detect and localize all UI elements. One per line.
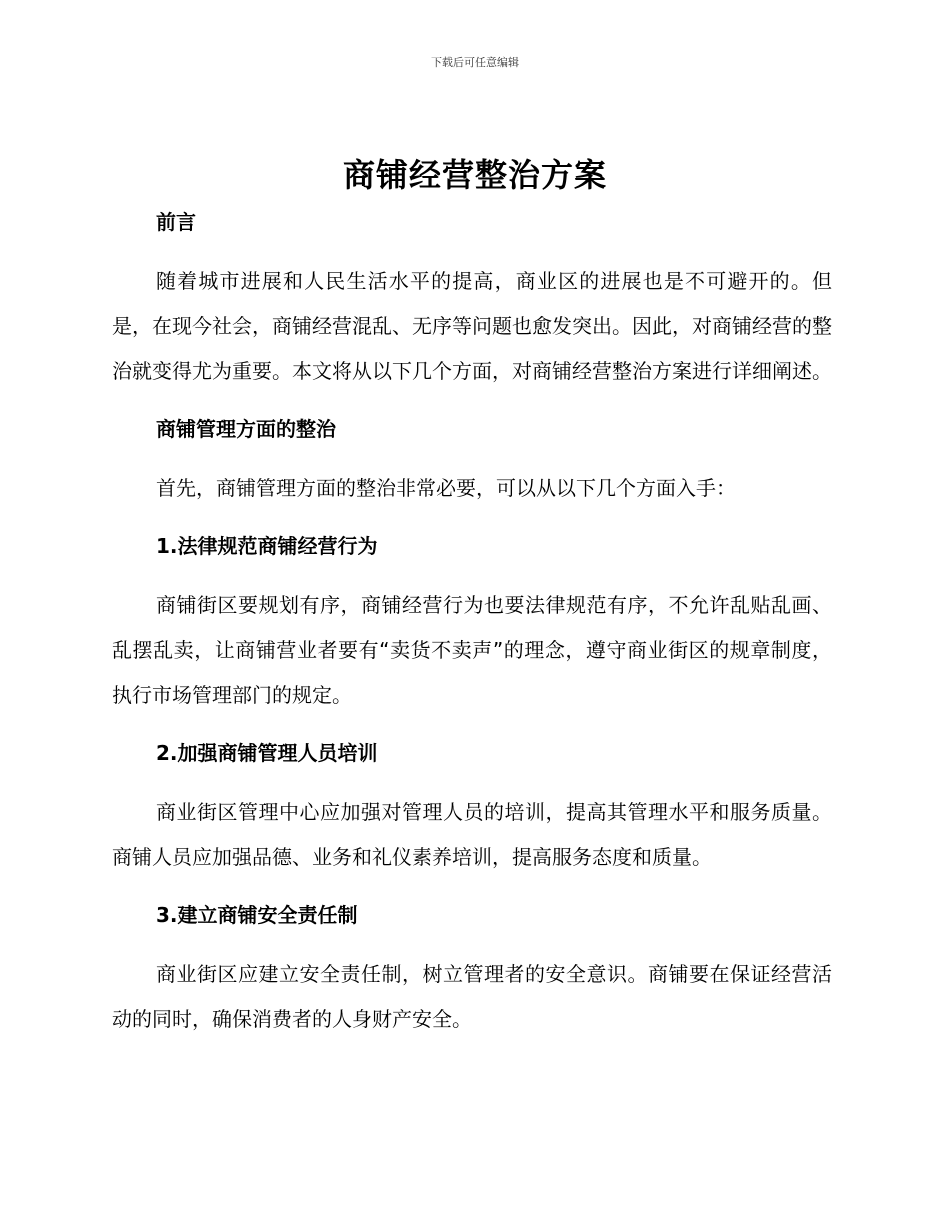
header-note: 下载后可任意编辑 — [431, 56, 519, 69]
section-heading-preface: 前言 — [156, 210, 196, 234]
paragraph-2: 商业街区管理中心应加强对管理人员的培训，提高其管理水平和服务质量。商铺人员应加强品德、业务和礼仪素养培训，提高服务态度和质量。 — [112, 800, 832, 869]
paragraph-preface: 随着城市进展和人民生活水平的提高，商业区的进展也是不可避开的。但是，在现今社会，商铺经营混乱、无序等问题也愈发突出。因此，对商铺经营的整治就变得尤为重要。本文将从以下几个方面，对商铺经营整治方案进行详细阐述。 — [112, 269, 832, 383]
section-heading-management: 商铺管理方面的整治 — [156, 417, 336, 441]
document-title: 商铺经营整治方案 — [342, 156, 607, 194]
section-heading-1: 1.法律规范商铺经营行为 — [156, 534, 378, 558]
paragraph-3: 商业街区应建立安全责任制，树立管理者的安全意识。商铺要在保证经营活动的同时，确保消费者的人身财产安全。 — [112, 962, 832, 1031]
section-heading-2: 2.加强商铺管理人员培训 — [156, 741, 378, 765]
paragraph-management-intro: 首先，商铺管理方面的整治非常必要，可以从以下几个方面入手： — [156, 476, 736, 500]
section-heading-3: 3.建立商铺安全责任制 — [156, 903, 358, 927]
document-body — [112, 205, 832, 1042]
paragraph-1: 商铺街区要规划有序，商铺经营行为也要法律规范有序，不允许乱贴乱画、乱摆乱卖，让商铺营业者要有“卖货不卖声”的理念，遵守商业街区的规章制度，执行市场管理部门的规定。 — [112, 593, 832, 707]
